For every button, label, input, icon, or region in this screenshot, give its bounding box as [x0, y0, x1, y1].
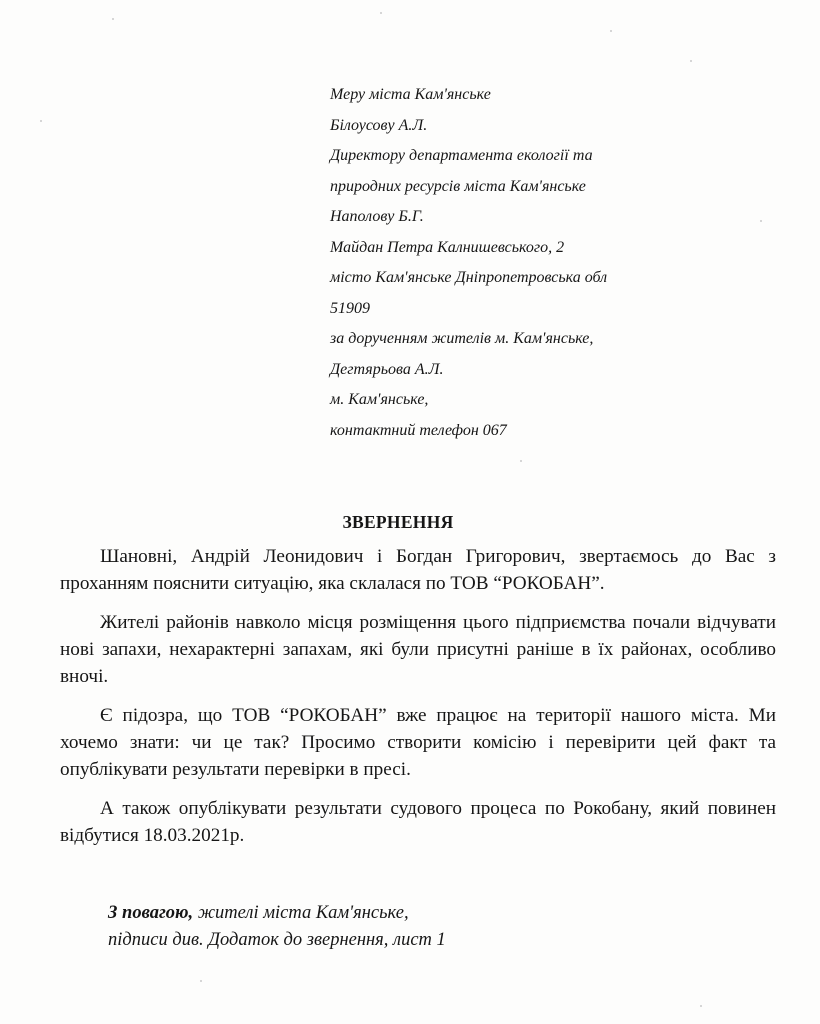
- scan-speck: [112, 18, 114, 20]
- addressee-line: Наполову Б.Г.: [330, 208, 424, 225]
- addressee-line: 51909: [330, 299, 370, 317]
- document-title: ЗВЕРНЕННЯ: [342, 512, 454, 532]
- scan-speck: [760, 220, 762, 222]
- addressee-block: [330, 80, 670, 446]
- scan-speck: [610, 30, 612, 32]
- addressee-line: за дорученням жителів м. Кам'янське,: [330, 330, 594, 347]
- addressee-line: Дегтярьова А.Л.: [330, 360, 444, 378]
- body-paragraph: Шановні, Андрій Леонидович і Богдан Григорович, звертаємось до Вас з проханням пояснити ситуацію, яка склалася по ТОВ “РОКОБАН”.: [60, 546, 776, 594]
- signature-block: [108, 900, 608, 954]
- addressee-line: Директору департамента екології та: [330, 147, 593, 164]
- addressee-line: Майдан Петра Калнишевського, 2: [330, 238, 565, 256]
- signature-greeting: З повагою,: [108, 903, 194, 923]
- body-paragraph: А також опублікувати результати судового процеса по Рокобану, який повинен відбутися 18.03.2021р.: [60, 798, 776, 846]
- signature-senders: жителі міста Кам'янське,: [193, 903, 409, 923]
- addressee-line: місто Кам'янське Дніпропетровська обл: [330, 269, 608, 286]
- addressee-line: природних ресурсів міста Кам'янське: [330, 177, 586, 195]
- body-paragraph: Є підозра, що ТОВ “РОКОБАН” вже працює на території нашого міста. Ми хочемо знати: чи це так? Просимо створити комісію і перевірити цей факт та опублікувати результати перевірки в пресі.: [60, 705, 776, 780]
- signature-line-2: підписи див. Додаток до звернення, лист 1: [108, 930, 446, 950]
- scan-speck: [520, 460, 522, 462]
- body-paragraph: Жителі районів навколо місця розміщення цього підприємства почали відчувати нові запахи, нехарактерні запахам, які були присутні раніше в їх районах, особливо вночі.: [60, 612, 776, 687]
- addressee-line: м. Кам'янське,: [330, 391, 429, 408]
- scan-speck: [700, 1005, 702, 1007]
- scan-speck: [380, 12, 382, 14]
- scan-speck: [40, 120, 42, 122]
- signature-line-1: [108, 900, 608, 927]
- scan-speck: [690, 60, 692, 62]
- addressee-line: Меру міста Кам'янське: [330, 86, 491, 103]
- scan-speck: [200, 980, 202, 982]
- document-body: [60, 543, 776, 861]
- addressee-line: Білоусову А.Л.: [330, 116, 428, 134]
- addressee-line: контактний телефон 067: [330, 421, 507, 439]
